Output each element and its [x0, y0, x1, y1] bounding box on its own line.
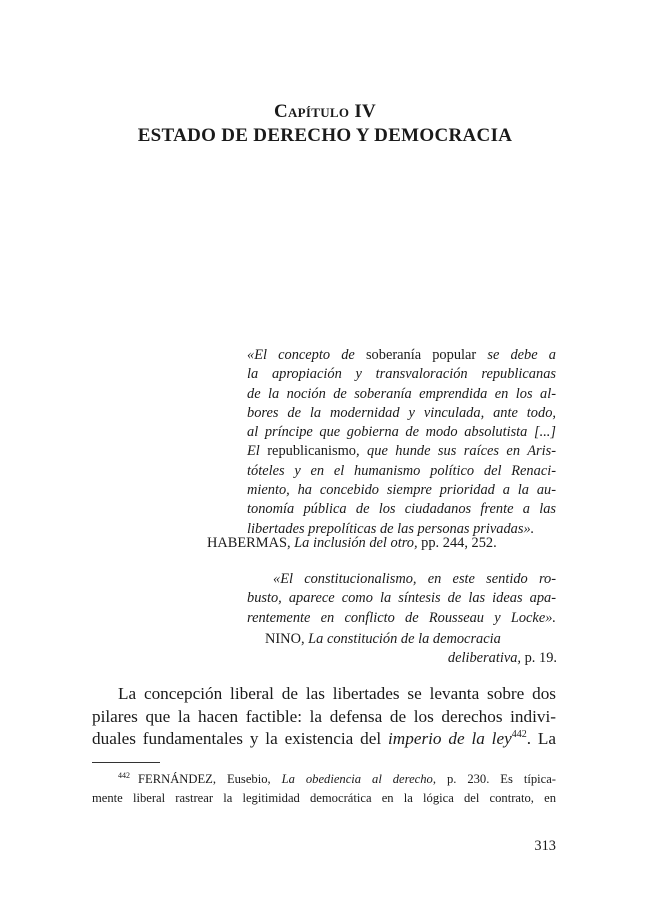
term-republicanismo: republicanismo — [267, 443, 356, 460]
footnote-number: 442 — [118, 771, 130, 780]
chapter-title: ESTADO DE DERECHO Y DEMOCRACIA — [137, 125, 513, 146]
body-line: duales fundamentales y la existencia del imperio de la ley$^{442}$. La — [92, 729, 557, 748]
epigraph-line: tóteles y en el humanismo político del Renaci- — [247, 462, 556, 479]
chapter-label — [0, 100, 650, 124]
attribution-line — [265, 630, 557, 649]
attribution-pages: pp. 244, 252. — [417, 535, 497, 551]
epigraph-nino — [247, 570, 556, 628]
footnote-work: La obediencia al derecho — [281, 772, 433, 786]
body-paragraph — [92, 683, 556, 751]
footnote-reference[interactable]: 442 — [511, 729, 527, 740]
epigraph-line: al príncipe que gobierna de modo absolutista [...] — [247, 424, 556, 441]
footnote-separator — [92, 762, 160, 763]
chapter-label-text: Capítulo IV — [273, 101, 377, 122]
epigraph-line: tonomía pública de los ciudadanos frente a las — [247, 501, 556, 518]
attribution-pages: p. 19. — [521, 650, 557, 667]
epigraph-line: miento, ha concebido siempre prioridad a la au- — [247, 482, 556, 499]
footnote — [92, 770, 556, 807]
attribution-work: La constitución de la democracia — [308, 631, 501, 647]
epigraph-line: bores de la modernidad y vinculada, ante todo, — [247, 404, 556, 421]
attribution-author: NINO, — [265, 631, 309, 647]
attribution-work: La inclusión del otro, — [294, 535, 418, 551]
epigraph-line: «El constitucionalismo, en este sentido ro- — [273, 571, 556, 587]
footnote-line: mente liberal rastrear la legitimidad democrática en la lógica del contrato, en — [92, 790, 556, 805]
epigraph-line: «El concepto de soberanía popular se debe a — [247, 347, 556, 363]
attribution-author: HABERMAS, — [207, 535, 295, 551]
footnote-line: $^{442}$ FERNÁNDEZ, Eusebio, La obediencia al derecho, p. 230. Es típica- — [118, 771, 556, 786]
body-line: La concepción liberal de las libertades se levanta sobre dos — [118, 684, 556, 703]
page-number: 313 — [534, 838, 556, 854]
attribution-work-cont: deliberativa, — [447, 650, 522, 667]
epigraph-attribution-habermas — [207, 534, 497, 553]
epigraph-line: de la noción de soberanía emprendida en los al- — [247, 385, 556, 402]
epigraph-attribution-nino — [265, 630, 557, 669]
epigraph-line: libertades prepolíticas de las personas privadas». — [247, 520, 535, 537]
body-line: pilares que la hacen factible: la defensa de los derechos indivi- — [92, 706, 556, 726]
epigraph-line: la apropiación y transvaloración republicanas — [247, 366, 556, 383]
attribution-line — [265, 649, 557, 668]
epigraph-line: El republicanismo, que hunde sus raíces en Aris- — [247, 443, 556, 460]
epigraph-line: busto, aparece como la síntesis de las ideas apa- — [247, 590, 556, 607]
epigraph-line: rentemente en conflicto de Rousseau y Locke». — [247, 609, 556, 626]
epigraph-habermas — [247, 346, 556, 539]
term-soberania-popular: soberanía popular — [365, 347, 477, 363]
chapter-heading — [0, 100, 650, 148]
term-imperio-de-la-ley: imperio de la ley — [388, 729, 512, 748]
